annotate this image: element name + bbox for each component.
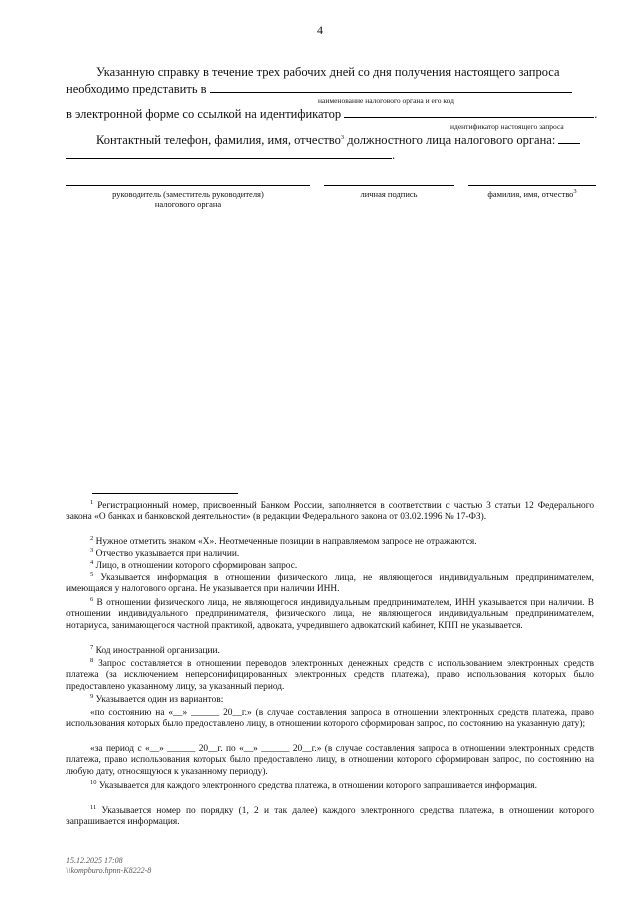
footnote-1 [66,498,595,524]
identifier-caption: идентификатор настоящего запроса [450,122,564,131]
footnote-rule [92,493,238,494]
footnote-5-number: 5 [90,570,94,578]
tax-organ-caption: наименование налогового органа и его код [318,96,454,105]
footnote-3-number: 3 [90,546,94,554]
request-line-1: Указанную справку в течение трех рабочих дней со дня получения настоящего запроса [96,65,560,79]
footnote-4-text: Лицо, в отношении которого сформирован запрос. [95,561,298,571]
personal-signature-line [324,185,454,186]
footnote-9 [66,692,594,706]
footnote-7-number: 7 [90,643,94,651]
footnote-9-number: 9 [90,692,94,700]
contact-field-a[interactable] [558,142,580,144]
footnote-1-text: Регистрационный номер, присвоенный Банком России, заполняется в соответствии с частью 3 статьи 12 Федерального закона «О банках и банковской деятельности» (в редакции Федерального закона от 03.02.1996 № 17-ФЗ). [66,501,595,523]
footnote-6-number: 6 [90,595,94,603]
identifier-field[interactable] [344,116,594,118]
head-caption-line-2: налогового органа [154,199,222,209]
footnote-11-number: 11 [90,803,97,811]
contact-suffix: должностного лица налогового органа: [347,133,556,147]
head-caption-line-1: руководитель (заместитель руководителя) [112,189,264,199]
footnote-10-text: Указывается для каждого электронного средства платежа, в отношении которого запрашивается информация. [98,781,537,791]
footnote-7 [66,643,594,657]
head-caption [66,189,310,209]
footnote-10 [66,778,594,792]
footnote-4-number: 4 [90,558,94,566]
print-path-stamp: \\kompburo.hpnn-K8222-8 [66,866,152,875]
footnote-6 [66,595,595,632]
fio-caption-text: фамилия, имя, отчество [487,189,574,199]
fio-caption [468,189,596,199]
footnote-6-text: В отношении физического лица, не являющегося индивидуальным предпринимателем, ИНН указывается при наличии. В отношении индивидуального предпринимателя, физического лица, не являющегося индивидуальным предпринимателем, нотариуса, занимающегося частной практикой, адвоката, учредившего адвокатский кабинет, КПП не указывается. [66,598,595,631]
footnote-3-text: Отчество указывается при наличии. [95,549,240,559]
fio-signature-line [468,185,596,186]
footnote-7-text: Код иностранной организации. [95,646,220,656]
footnote-9-text: Указывается один из вариантов: [95,695,224,705]
footnote-5 [66,570,594,596]
signature-caption: личная подпись [360,189,418,199]
footnote-8-number: 8 [90,656,94,664]
footnote-5-text: Указывается информация в отношении физического лица, не являющегося индивидуальным предпринимателем, имеющаяся у налогового органа. Не указывается при наличии ИНН. [66,573,594,595]
footnote-10-number: 10 [90,778,97,786]
request-line-3: в электронной форме со ссылкой на идентификатор . [66,107,598,121]
footnote-9-variant-2: «за период с «__» ______ 20__г. по «__» ______ 20__г.» (в случае составления запроса в отношении электронных средств платежа, право использования которых было предоставлено лицу, в отношении которого сформирован запрос, по состоянию на любую дату, относящуюся к указанному периоду). [66,744,594,777]
page-number: 4 [317,23,323,37]
footnote-2 [66,534,594,548]
contact-line-2: . [66,147,596,164]
tax-organ-field[interactable] [210,91,572,93]
footnote-2-text: Нужное отметить знаком «Х». Неотмеченные позиции в направляемом запросе не отражаются. [95,537,477,547]
footnote-9-variant-1: «по состоянию на «__» ______ 20__г.» (в случае составления запроса в отношении электронных средств платежа, право использования которых было предоставлено лицу, в отношении которого сформирован запрос, по состоянию на указанную дату); [66,708,594,730]
contact-sup: 3 [340,133,345,141]
request-line-3-text: в электронной форме со ссылкой на идентификатор [66,107,342,121]
footnote-8 [66,656,594,693]
request-line-2-text: необходимо представить в [66,82,207,96]
contact-field-b[interactable] [66,157,392,159]
print-date-stamp: 15.12.2025 17:08 [66,856,123,865]
footnote-11 [66,803,595,829]
contact-text: Контактный телефон, фамилия, имя, отчество [96,133,341,147]
footnote-1-number: 1 [90,498,94,506]
head-signature-line [66,185,310,186]
fio-caption-sup: 3 [573,188,577,196]
footnote-2-number: 2 [90,534,94,542]
footnote-11-text: Указывается номер по порядку (1, 2 и так далее) каждого электронного средства платежа, в отношении которого запрашивается информация. [66,806,595,828]
footnote-3 [66,546,594,560]
footnote-8-text: Запрос составляется в отношении переводов электронных денежных средств с использованием электронных средств платежа (за исключением неперсонифицированных электронных средств платежа), право использования которых было предоставлено указанному лицу, за указанный период. [66,659,594,692]
footnote-4 [66,558,594,572]
